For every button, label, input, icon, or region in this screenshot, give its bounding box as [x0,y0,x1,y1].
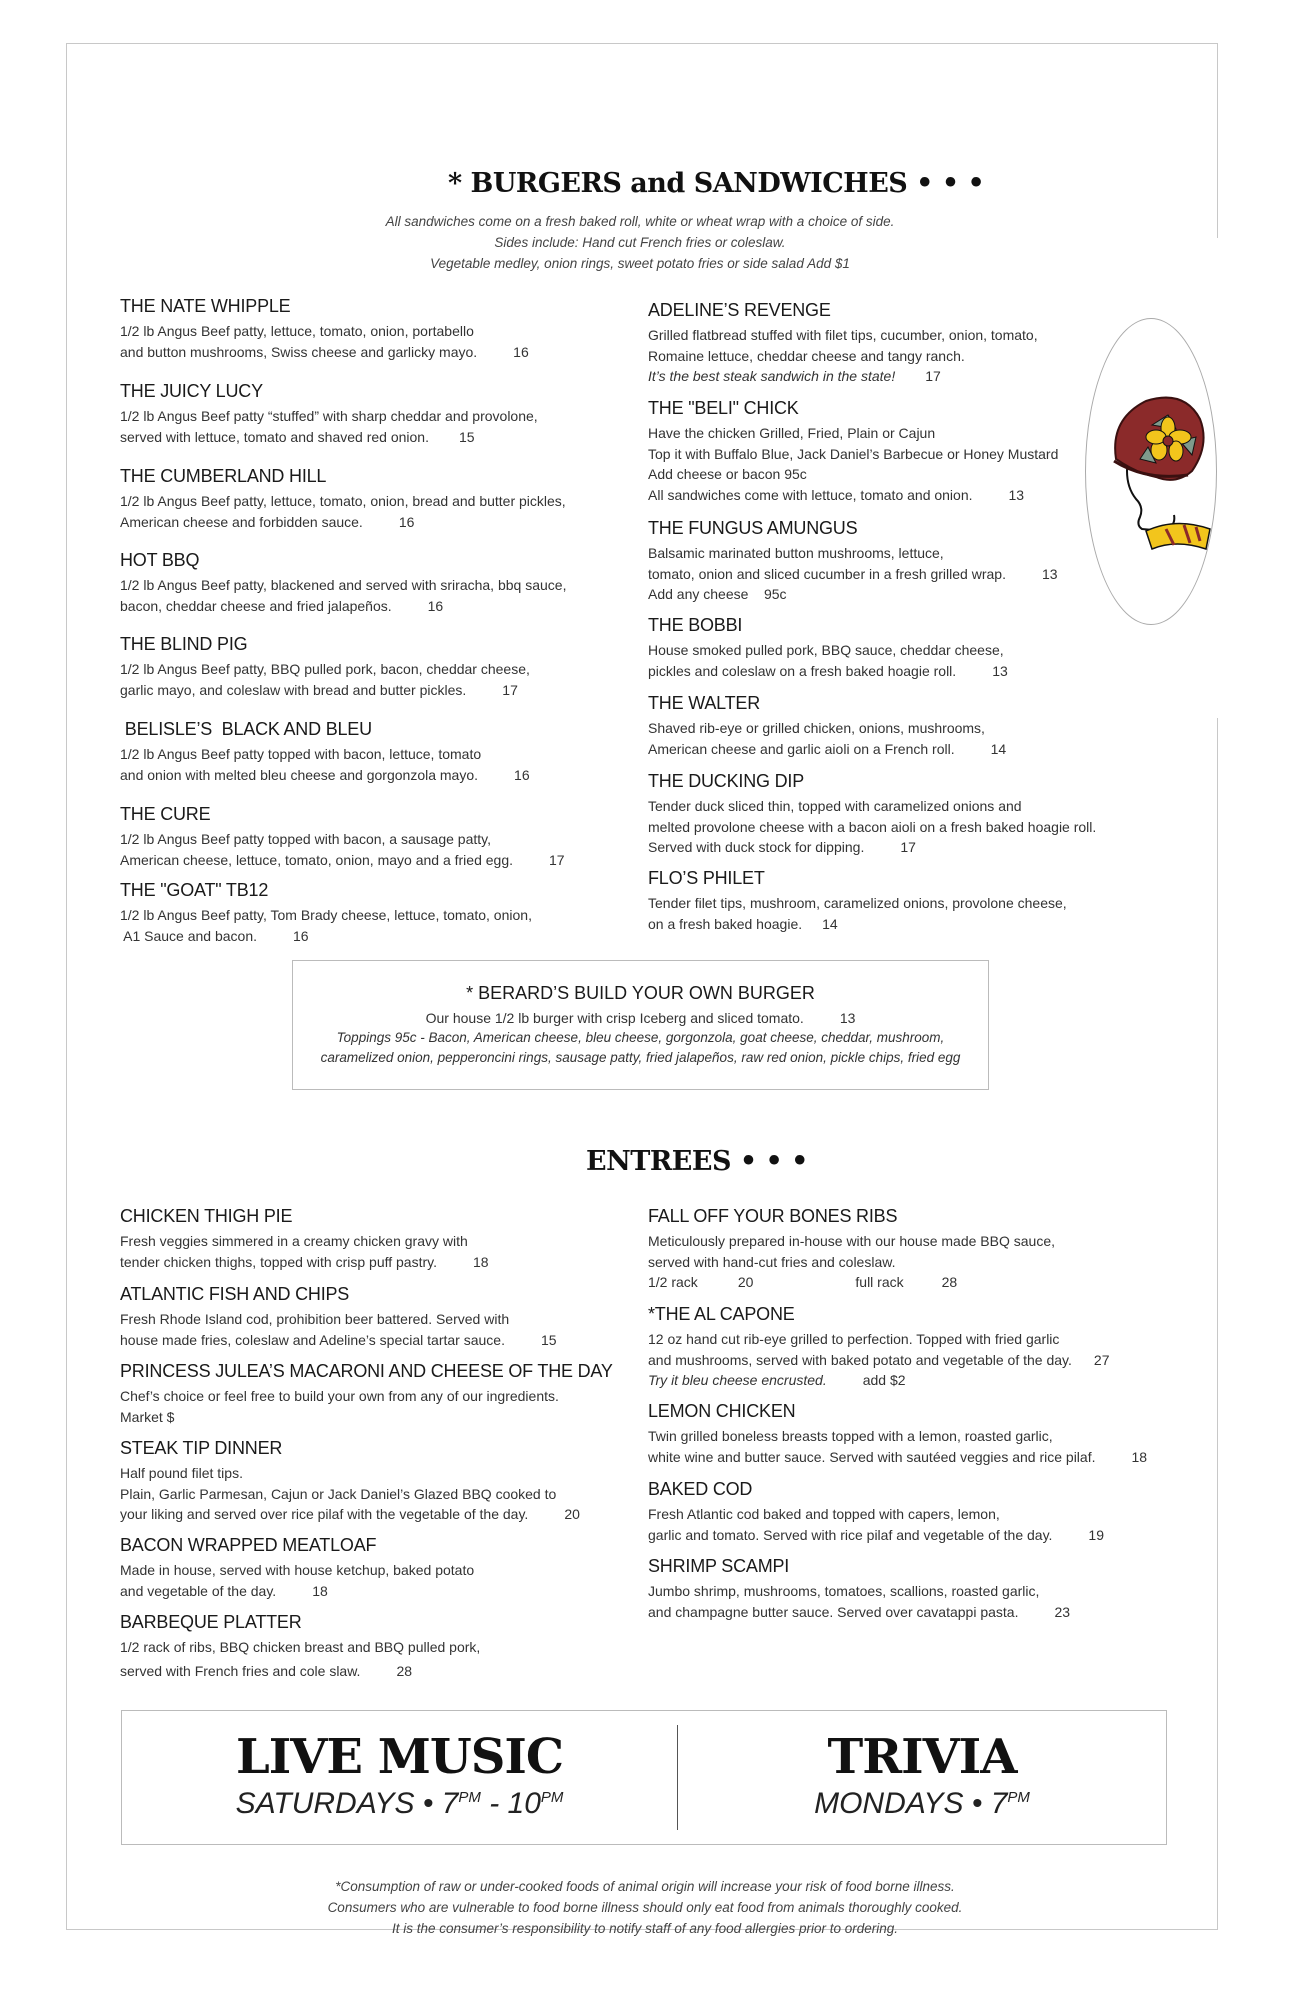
time-suffix: PM [540,1789,564,1806]
item-description: bacon, cheddar cheese and fried jalapeños. [120,597,392,614]
item-price: 16 [427,597,444,614]
menu-item [648,1206,1055,1293]
item-description: Made in house, served with house ketchup, baked potato [120,1562,475,1578]
item-description: and onion with melted bleu cheese and gorgonzola mayo. [120,766,479,783]
build-toppings: Toppings 95c - Bacon, American cheese, bleu cheese, gorgonzola, goat cheese, cheddar, mushroom, [336,1030,945,1045]
item-description: Have the chicken Grilled, Fried, Plain or Cajun [648,425,936,441]
item-description: Meticulously prepared in-house with our house made BBQ sauce, [648,1233,1055,1249]
item-name: BARBEQUE PLATTER [120,1612,302,1632]
item-description: 1/2 lb Angus Beef patty topped with bacon, a sausage patty, [120,831,491,847]
item-name: SHRIMP SCAMPI [648,1556,790,1576]
item-description: your liking and served over rice pilaf with the vegetable of the day. [120,1506,529,1522]
item-description: Fresh veggies simmered in a creamy chicken gravy with [120,1233,468,1249]
item-name: LEMON CHICKEN [648,1401,796,1421]
menu-item [120,466,566,532]
menu-item [120,1535,474,1601]
item-description: white wine and butter sauce. Served with sautéed veggies and rice pilaf. [648,1448,1096,1465]
item-price: 14 [822,915,838,932]
menu-item [120,550,566,616]
item-description: garlic mayo, and coleslaw with bread and butter pickles. [120,681,467,698]
item-name: HOT BBQ [120,550,200,570]
item-price: 16 [514,766,530,783]
item-tagline: Try it bleu cheese encrusted. [648,1372,827,1388]
trivia-day: MONDAYS • 7 [814,1787,1008,1820]
item-price: 17 [502,681,518,698]
burgers-title: * BURGERS and SANDWICHES • • • [448,168,985,199]
item-name: CHICKEN THIGH PIE [120,1206,293,1226]
item-price: 13 [1008,486,1025,503]
item-description: and champagne butter sauce. Served over cavatappi pasta. [648,1603,1019,1620]
item-description: House smoked pulled pork, BBQ sauce, cheddar cheese, [648,642,1004,658]
menu-item [120,1206,489,1272]
full-rack-label: full rack [855,1274,904,1290]
menu-item [648,398,1058,505]
build-your-own-box [292,960,989,1090]
item-description: house made fries, coleslaw and Adeline’s special tartar sauce. [120,1331,505,1348]
item-description: pickles and coleslaw on a fresh baked hoagie roll. [648,662,957,679]
item-price: 18 [1131,1448,1148,1465]
trivia-title: TRIVIA [827,1729,1017,1785]
item-description: Tender duck sliced thin, topped with caramelized onions and [648,798,1022,814]
food-safety-notice [240,1876,1050,1939]
item-description: Add any cheese 95c [648,586,787,602]
menu-item [648,1304,1109,1391]
item-price: 17 [925,368,941,384]
item-name: ATLANTIC FISH AND CHIPS [120,1284,350,1304]
item-name: THE BLIND PIG [120,634,248,654]
entrees-title: ENTREES • • • [586,1146,808,1177]
trivia-block [678,1729,1166,1821]
menu-item [120,1438,580,1525]
item-name: ADELINE’S REVENGE [648,300,831,320]
item-name: STEAK TIP DINNER [120,1438,283,1458]
item-description: Grilled flatbread stuffed with filet tips, cucumber, onion, tomato, [648,327,1038,343]
item-description: on a fresh baked hoagie. [648,915,803,932]
menu-item [120,1612,480,1681]
item-name: THE NATE WHIPPLE [120,296,291,316]
item-price: 16 [293,927,309,944]
item-price: 18 [473,1253,489,1270]
item-description: American cheese, lettuce, tomato, onion, mayo and a fried egg. [120,851,514,868]
time-suffix: PM [458,1789,481,1806]
item-description: Top it with Buffalo Blue, Jack Daniel’s Barbecue or Honey Mustard [648,445,1059,462]
item-description: Balsamic marinated button mushrooms, lettuce, [648,545,944,561]
item-price: 28 [396,1662,413,1679]
item-price: 17 [549,851,565,868]
notice-line: It is the consumer’s responsibility to notify staff of any food allergies prior to ordering. [392,1921,898,1936]
menu-item [120,880,532,946]
menu-item [120,381,538,447]
item-price: 27 [1093,1351,1110,1368]
item-description: Fresh Rhode Island cod, prohibition beer battered. Served with [120,1311,510,1327]
item-name: FLO’S PHILET [648,868,765,888]
live-music-day: SATURDAYS • 7 [235,1787,459,1820]
menu-item [648,518,1058,605]
item-price: 13 [1041,565,1058,582]
item-description: 1/2 lb Angus Beef patty, lettuce, tomato, onion, portabello [120,323,474,339]
menu-item [120,719,530,785]
build-description: Our house 1/2 lb burger with crisp Iceberg and sliced tomato. [425,1010,804,1026]
half-rack-label: 1/2 rack [648,1274,698,1290]
item-price: 18 [312,1582,328,1599]
item-description: and vegetable of the day. [120,1582,277,1599]
item-price: 15 [540,1331,557,1348]
item-description: All sandwiches come with lettuce, tomato and onion. [648,486,973,503]
item-description: Jumbo shrimp, mushrooms, tomatoes, scallions, roasted garlic, [648,1583,1040,1599]
live-music-end: - 10 [480,1787,541,1820]
item-description: Romaine lettuce, cheddar cheese and tangy ranch. [648,347,965,364]
item-description: served with French fries and cole slaw. [120,1662,361,1679]
burgers-intro [340,211,940,274]
item-description: Fresh Atlantic cod baked and topped with capers, lemon, [648,1506,1000,1522]
item-description: American cheese and forbidden sauce. [120,513,363,530]
item-description: Twin grilled boneless breasts topped with a lemon, roasted garlic, [648,1428,1053,1444]
item-description: 1/2 lb Angus Beef patty, lettuce, tomato, onion, bread and butter pickles, [120,493,566,509]
intro-line: Vegetable medley, onion rings, sweet potato fries or side salad Add $1 [430,256,850,271]
item-price: 13 [992,662,1008,679]
menu-item [120,1284,557,1350]
item-description: tender chicken thighs, topped with crisp puff pastry. [120,1253,437,1270]
live-music-title: LIVE MUSIC [235,1729,564,1785]
item-price: 14 [990,740,1007,757]
notice-line: Consumers who are vulnerable to food borne illness should only eat food from animals thoroughly cooked. [327,1900,963,1915]
intro-line: All sandwiches come on a fresh baked roll, white or wheat wrap with a choice of side. [385,214,895,229]
item-name: BACON WRAPPED MEATLOAF [120,1535,377,1555]
item-description: Served with duck stock for dipping. [648,839,865,855]
full-rack-price: 28 [941,1274,958,1290]
flapper-lady-icon [1086,319,1216,624]
item-description: Tender filet tips, mushroom, caramelized onions, provolone cheese, [648,895,1067,911]
time-suffix: PM [1007,1789,1030,1806]
build-title: * BERARD’S BUILD YOUR OWN BURGER [466,983,815,1003]
item-description: tomato, onion and sliced cucumber in a fresh grilled wrap. [648,565,1006,582]
item-tagline: It’s the best steak sandwich in the state! [648,368,896,384]
menu-item [648,693,1006,759]
item-description: Plain, Garlic Parmesan, Cajun or Jack Daniel’s Glazed BBQ cooked to [120,1485,557,1502]
half-rack-price: 20 [737,1274,754,1290]
item-addon: add $2 [862,1372,906,1388]
build-toppings: caramelized onion, pepperoncini rings, sausage patty, fried jalapeños, raw red onion, pickle chips, fried egg [320,1050,961,1065]
item-description: 12 oz hand cut rib-eye grilled to perfection. Topped with fried garlic [648,1331,1060,1347]
item-name: THE WALTER [648,693,761,713]
item-description: A1 Sauce and bacon. [120,927,257,944]
item-name: BELISLE’S BLACK AND BLEU [120,719,372,739]
menu-item [648,868,1067,934]
item-price: 19 [1088,1526,1104,1543]
menu-item [120,804,565,870]
menu-item [648,615,1008,681]
item-description: 1/2 lb Angus Beef patty, Tom Brady cheese, lettuce, tomato, onion, [120,907,532,923]
item-name: PRINCESS JULEA’S MACARONI AND CHEESE OF THE DAY [120,1361,613,1381]
item-name: THE CUMBERLAND HILL [120,466,327,486]
item-description: 1/2 lb Angus Beef patty “stuffed” with sharp cheddar and provolone, [120,408,538,424]
item-price: 17 [900,839,916,855]
item-description: Chef’s choice or feel free to build your own from any of our ingredients. [120,1388,559,1404]
item-price: 20 [564,1506,580,1522]
item-price: 16 [398,513,415,530]
menu-item [120,296,529,362]
item-name: FALL OFF YOUR BONES RIBS [648,1206,898,1226]
item-description: and mushrooms, served with baked potato and vegetable of the day. [648,1351,1072,1368]
item-name: THE CURE [120,804,211,824]
item-name: THE DUCKING DIP [648,771,805,791]
events-box [121,1710,1167,1845]
live-music-block [122,1729,677,1821]
item-name: THE "BELI" CHICK [648,398,799,418]
item-name: *THE AL CAPONE [648,1304,795,1324]
item-description: melted provolone cheese with a bacon aioli on a fresh baked hoagie roll. [648,818,1097,835]
notice-line: *Consumption of raw or under-cooked foods of animal origin will increase your risk of food borne illness. [335,1879,955,1894]
menu-item [648,1401,1147,1467]
menu-item [648,1556,1070,1622]
item-name: THE JUICY LUCY [120,381,263,401]
live-music-schedule [122,1787,677,1821]
item-name: THE BOBBI [648,615,743,635]
item-price: 23 [1054,1603,1071,1620]
item-description: 1/2 lb Angus Beef patty, blackened and served with sriracha, bbq sauce, [120,577,567,593]
item-price: 16 [513,343,529,360]
menu-item [120,634,530,700]
menu-item [648,300,1038,387]
item-description: 1/2 rack of ribs, BBQ chicken breast and BBQ pulled pork, [120,1639,481,1655]
item-description: American cheese and garlic aioli on a French roll. [648,740,955,757]
item-description: and button mushrooms, Swiss cheese and garlicky mayo. [120,343,478,360]
item-description: served with hand-cut fries and coleslaw. [648,1253,896,1270]
trivia-schedule [678,1787,1166,1821]
item-description: Half pound filet tips. [120,1465,243,1481]
build-price: 13 [839,1010,856,1026]
intro-line: Sides include: Hand cut French fries or coleslaw. [494,235,786,250]
item-description: 1/2 lb Angus Beef patty, BBQ pulled pork, bacon, cheddar cheese, [120,661,530,677]
item-description: 1/2 lb Angus Beef patty topped with bacon, lettuce, tomato [120,746,482,762]
menu-item [120,1361,613,1427]
menu-item [648,1479,1104,1545]
item-price: 15 [458,428,475,445]
menu-item [648,771,1096,858]
item-description: Add cheese or bacon 95c [648,466,807,482]
item-description: served with lettuce, tomato and shaved red onion. [120,428,429,445]
item-description: Shaved rib-eye or grilled chicken, onions, mushrooms, [648,720,985,736]
logo-medallion [1085,318,1217,625]
item-name: THE "GOAT" TB12 [120,880,269,900]
item-description: garlic and tomato. Served with rice pilaf and vegetable of the day. [648,1526,1053,1543]
item-name: THE FUNGUS AMUNGUS [648,518,858,538]
item-description: Market $ [120,1408,175,1425]
item-name: BAKED COD [648,1479,753,1499]
